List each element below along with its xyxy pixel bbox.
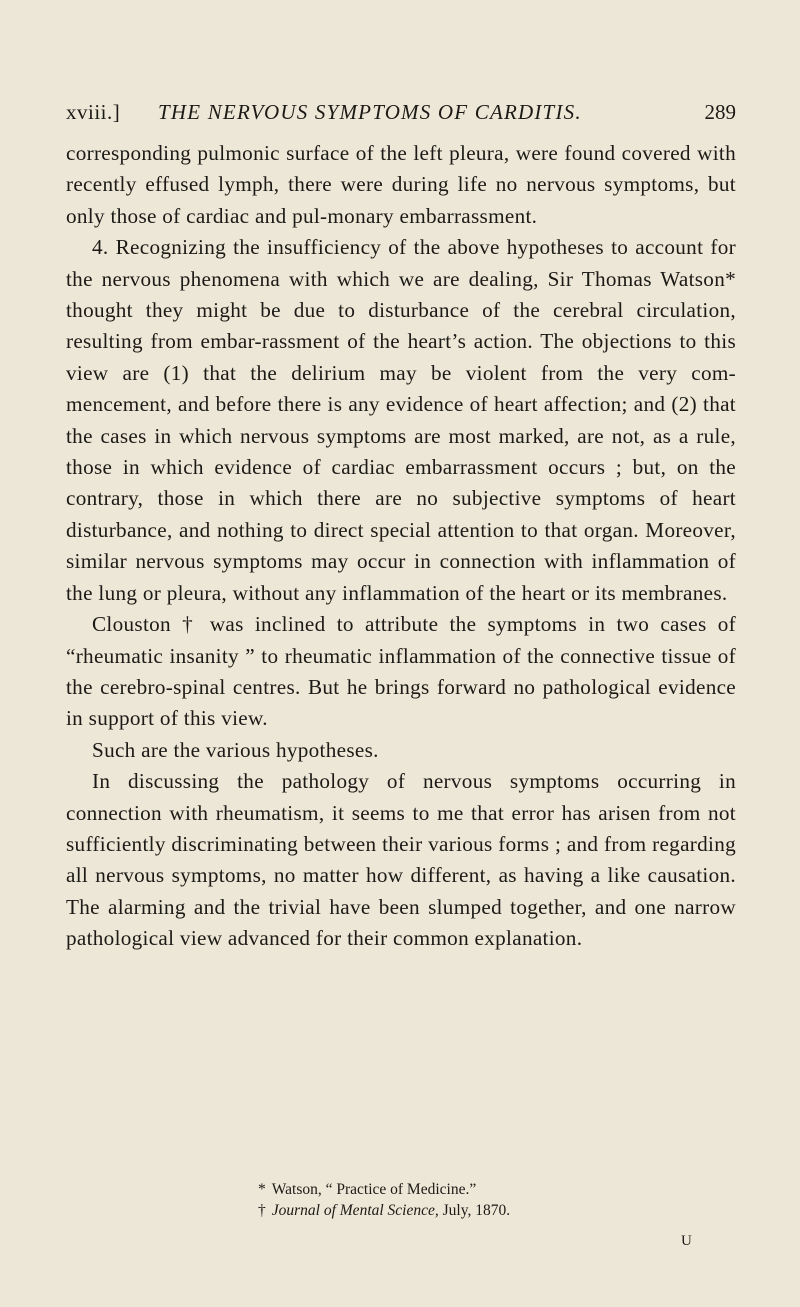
footnote [66, 1200, 736, 1221]
paragraph: 4. Recognizing the insufficiency of the above hypotheses to account for the nervous phenomena with which we are dealing, Sir Thomas Watson* thought they might be due to disturbance of the cerebral circulation, resulting from embar-rassment of the heart’s action. The objections to this view are (1) that the delirium may be violent from the very com-mencement, and before there is any evidence of heart affection; and (2) that the cases in which nervous symptoms are most marked, are not, as a rule, those in which evidence of cardiac embarrassment occurs ; but, on the contrary, those in which there are no subjective symptoms of heart disturbance, and nothing to direct special attention to that organ. Moreover, similar nervous symptoms may occur in connection with inflammation of the lung or pleura, without any inflammation of the heart or its membranes. [66, 235, 736, 605]
body-text [66, 138, 736, 955]
running-header [66, 100, 736, 130]
paragraph: Clouston † was inclined to attribute the symptoms in two cases of “rheumatic insanity ” to rheumatic inflammation of the connective tissue of the cerebro-spinal centres. But he brings forward no pathological evidence in support of this view. [66, 612, 736, 731]
paragraph: Such are the various hypotheses. [92, 737, 379, 762]
footnote-journal: Journal of Mental Science, [271, 1202, 439, 1219]
footnote-text: July, 1870. [438, 1202, 511, 1219]
page-number: 289 [704, 100, 736, 124]
footnote-symbol: * [258, 1181, 266, 1198]
footnotes [66, 1179, 736, 1221]
paragraph: corresponding pulmonic surface of the left pleura, were found covered with recently effused lymph, there were during life no nervous symptoms, but only those of cardiac and pul-monary embarrassment. [66, 141, 736, 228]
footnote [66, 1179, 736, 1200]
footnote-symbol: † [258, 1202, 266, 1219]
paragraph: In discussing the pathology of nervous symptoms occurring in connection with rheumatism, it seems to me that error has arisen from not sufficiently discriminating between their various forms ; and from regarding all nervous symptoms, no matter how different, as having a like causation. The alarming and the trivial have been slumped together, and one narrow pathological view advanced for their common explanation. [66, 769, 736, 951]
footnote-text: Watson, “ Practice of Medicine.” [271, 1181, 477, 1198]
chapter-number: xviii.] [66, 100, 121, 124]
signature-mark: U [681, 1233, 692, 1249]
running-title: THE NERVOUS SYMPTOMS OF CARDITIS. [158, 100, 582, 124]
